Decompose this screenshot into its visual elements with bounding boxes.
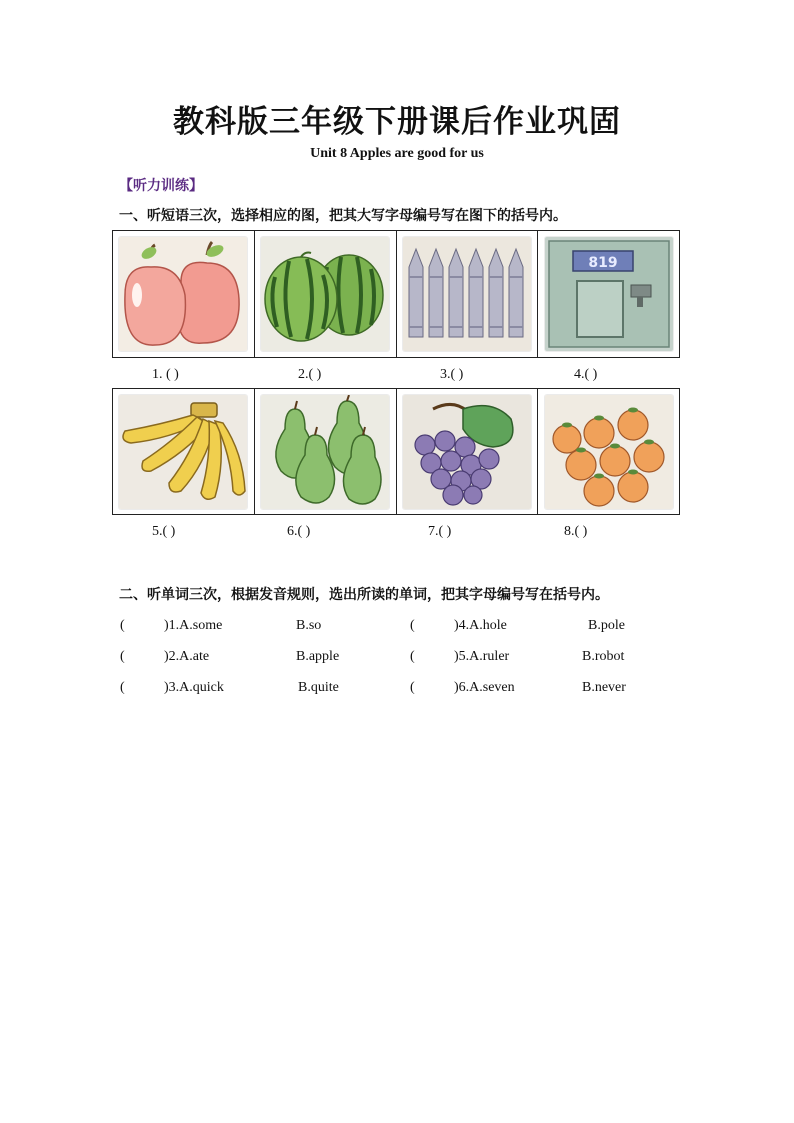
answer-row-1 (112, 367, 680, 387)
word-choice-row (120, 618, 720, 638)
answer-blank-3[interactable]: 3.( ) (440, 367, 464, 382)
apples-picture (119, 237, 247, 351)
classroom-door-picture (545, 237, 673, 351)
word-choice-row (120, 680, 720, 700)
word-item: )4.A.hole (454, 618, 507, 633)
door-number: 819 (588, 255, 618, 271)
image-cell (255, 389, 397, 514)
image-cell (255, 231, 397, 357)
word-option-b: B.pole (588, 618, 625, 633)
answer-blank-6[interactable]: 6.( ) (287, 524, 311, 539)
image-row-1 (112, 230, 680, 358)
crayons-picture (403, 237, 531, 351)
image-row-2 (112, 388, 680, 515)
word-option-b: B.apple (296, 649, 340, 664)
word-option-b: B.robot (582, 649, 625, 664)
image-cell (113, 389, 255, 514)
unit-subtitle: Unit 8 Apples are good for us (310, 146, 484, 161)
answer-blank-8[interactable]: 8.( ) (564, 524, 588, 539)
section-tag-listening: 【听力训练】 (119, 178, 203, 194)
answer-paren-open[interactable]: ( (120, 618, 125, 633)
question-1-heading: 一、听短语三次，选择相应的图，把其大写字母编号写在图下的括号内。 (119, 208, 567, 224)
answer-paren-open[interactable]: ( (120, 680, 125, 695)
word-choice-row (120, 649, 720, 669)
word-option-b: B.so (296, 618, 322, 633)
word-item: )3.A.quick (164, 680, 224, 695)
word-item: )1.A.some (164, 618, 223, 633)
image-cell (113, 231, 255, 357)
word-item: )5.A.ruler (454, 649, 510, 664)
image-cell (397, 231, 539, 357)
word-option-b: B.never (582, 680, 626, 695)
grapes-picture (403, 395, 531, 509)
word-item: )6.A.seven (454, 680, 515, 695)
word-item: )2.A.ate (164, 649, 210, 664)
answer-blank-5[interactable]: 5.( ) (152, 524, 176, 539)
word-option-b: B.quite (298, 680, 339, 695)
image-cell (538, 231, 679, 357)
answer-paren-open[interactable]: ( (410, 649, 415, 664)
answer-blank-2[interactable]: 2.( ) (298, 367, 322, 382)
question-2-heading: 二、听单词三次，根据发音规则，选出所读的单词，把其字母编号写在括号内。 (119, 587, 609, 603)
answer-paren-open[interactable]: ( (120, 649, 125, 664)
page-title: 教科版三年级下册课后作业巩固 (173, 104, 621, 140)
bananas-picture (119, 395, 247, 509)
oranges-picture (545, 395, 673, 509)
image-cell (397, 389, 539, 514)
image-cell (538, 389, 679, 514)
answer-row-2 (112, 524, 680, 544)
answer-blank-1[interactable]: 1. ( ) (152, 367, 179, 382)
watermelons-picture (261, 237, 389, 351)
answer-paren-open[interactable]: ( (410, 618, 415, 633)
answer-blank-7[interactable]: 7.( ) (428, 524, 452, 539)
answer-blank-4[interactable]: 4.( ) (574, 367, 598, 382)
pears-picture (261, 395, 389, 509)
answer-paren-open[interactable]: ( (410, 680, 415, 695)
